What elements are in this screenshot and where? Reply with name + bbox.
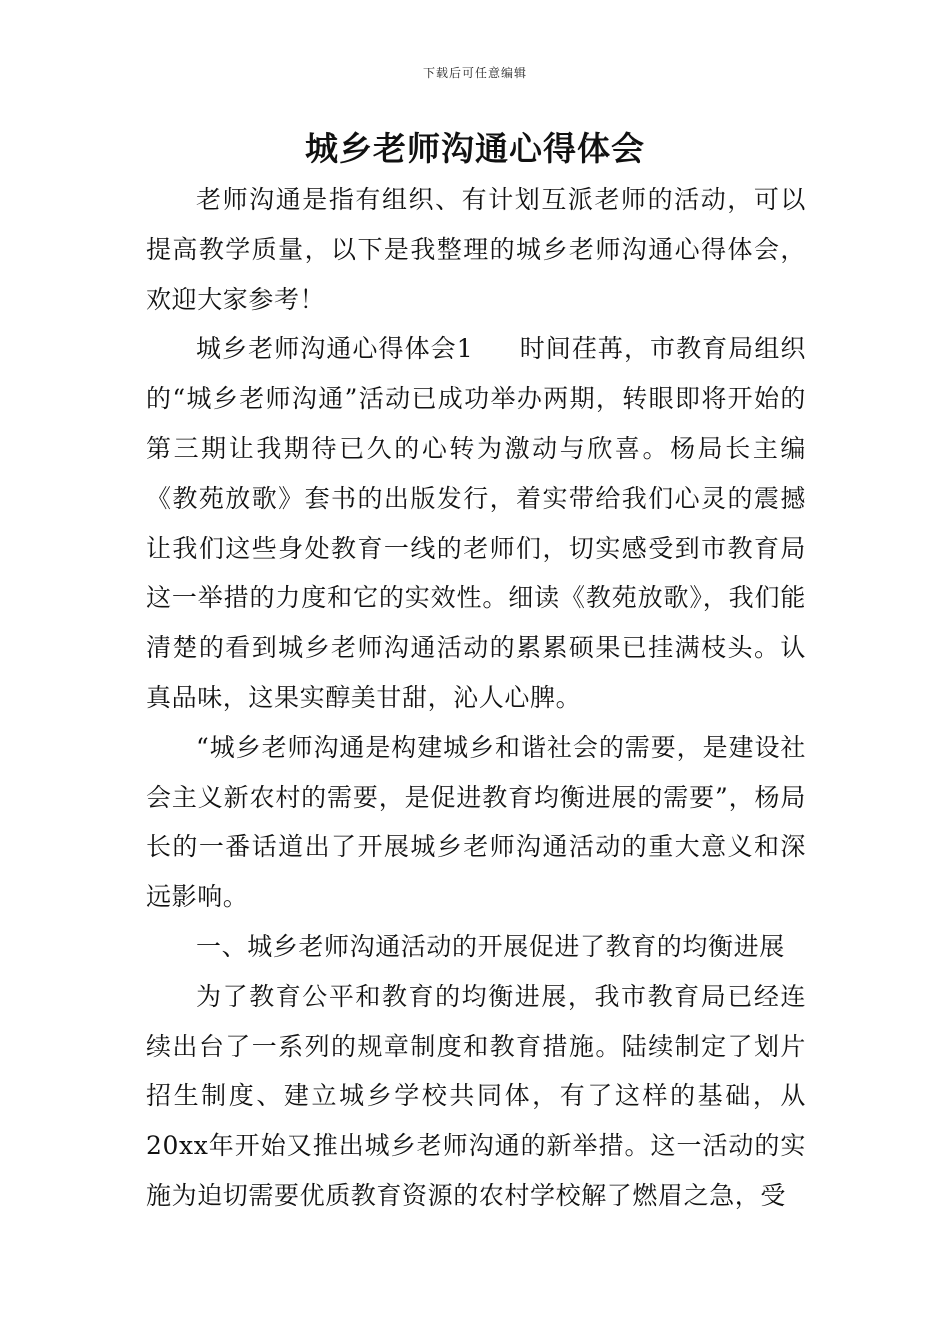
document-title: 城乡老师沟通心得体会 bbox=[305, 129, 645, 168]
subheading-paragraph: 一、城乡老师沟通活动的开展促进了教育的均衡进展 bbox=[196, 931, 785, 961]
header-note: 下载后可任意编辑 bbox=[422, 66, 527, 80]
document-body bbox=[146, 175, 806, 1221]
section-1-paragraph bbox=[146, 324, 806, 722]
section-1-heading: 城乡老师沟通心得体会1 bbox=[196, 334, 474, 364]
quote-paragraph: “城乡老师沟通是构建城乡和谐社会的需要，是建设社会主义新农村的需要，是促进教育均衡进展的需要”，杨局长的一番话道出了开展城乡老师沟通活动的重大意义和深远影响。 bbox=[146, 732, 806, 912]
measures-paragraph: 为了教育公平和教育的均衡进展，我市教育局已经连续出台了一系列的规章制度和教育措施。陆续制定了划片招生制度、建立城乡学校共同体，有了这样的基础，从20xx年开始又推出城乡老师沟通的新举措。这一活动的实施为迫切需要优质教育资源的农村学校解了燃眉之急，受 bbox=[146, 981, 806, 1210]
section-1-text: 时间荏苒，市教育局组织的“城乡老师沟通”活动已成功举办两期，转眼即将开始的第三期让我期待已久的心转为激动与欣喜。杨局长主编《教苑放歌》套书的出版发行，着实带给我们心灵的震撼让我们这些身处教育一线的老师们，切实感受到市教育局这一举措的力度和它的实效性。细读《教苑放歌》，我们能清楚的看到城乡老师沟通活动的累累硕果已挂满枝头。认真品味，这果实醇美甘甜，沁人心脾。 bbox=[146, 334, 806, 712]
intro-paragraph: 老师沟通是指有组织、有计划互派老师的活动，可以提高教学质量，以下是我整理的城乡老师沟通心得体会，欢迎大家参考！ bbox=[146, 185, 806, 314]
